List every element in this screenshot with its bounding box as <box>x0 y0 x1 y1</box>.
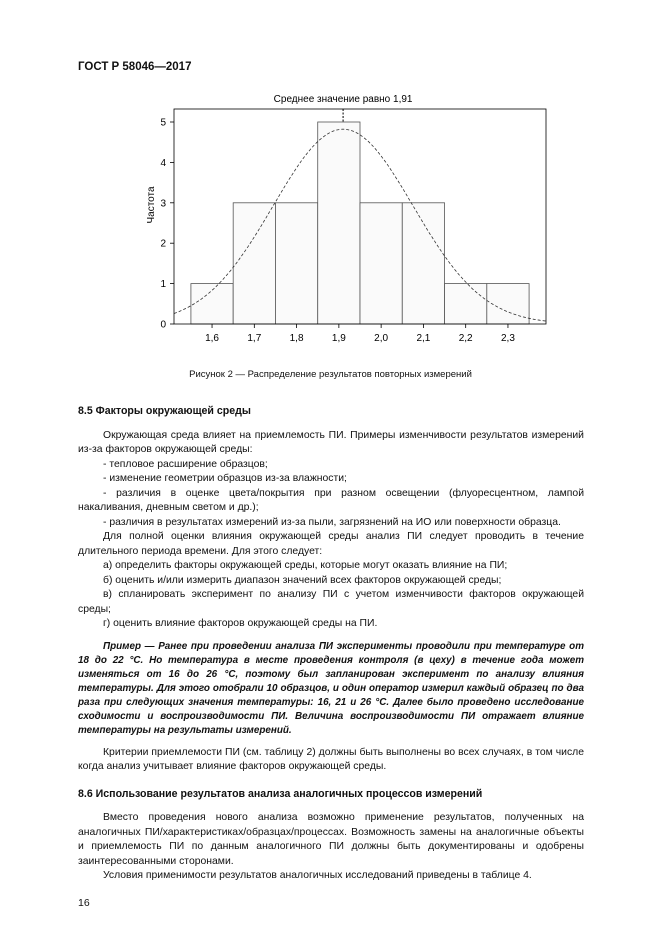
x-tick-label: 2,0 <box>374 333 389 344</box>
list-item: г) оценить влияние факторов окружающей среды на ПИ. <box>103 618 378 629</box>
y-tick-label: 3 <box>160 198 166 210</box>
histogram-chart <box>140 85 560 355</box>
x-tick-label: 1,6 <box>205 333 219 344</box>
histogram-bar <box>318 122 360 324</box>
example-note: Пример — Ранее при проведении анализа ПИ эксперименты проводили при температуре от 18 до 22 °С. Но температура в месте проведения контроля (в цеху) в течение года может изменяться от 16 до 26 °С, поэтому был запланирован эксперимент по анализу влияния температуры. Для этого отобрали 10 образцов, и один оператор измерил каждый образец по два раза при следующих значения температуры: 16, 21 и 26 °С. Далее было проведено исследование сходимости и воспроизводимости ПИ. Величина воспроизводимости ПИ отражает влияние температуры на результаты измерений. <box>78 640 584 736</box>
histogram-bar <box>360 203 402 324</box>
chart-title: Среднее значение равно 1,91 <box>273 94 413 105</box>
list-item: в) спланировать эксперимент по анализу ПИ с учетом изменчивости факторов окружающей среды; <box>78 589 584 615</box>
paragraph: Условия применимости результатов аналогичных исследований приведены в таблице 4. <box>103 870 532 881</box>
paragraph: Критерии приемлемости ПИ (см. таблицу 2) должны быть выполнены во всех случаях, в том числе когда анализ учитывает влияние факторов окружающей среды. <box>78 746 584 772</box>
x-tick-label: 2,3 <box>501 333 515 344</box>
list-item: а) определить факторы окружающей среды, которые могут оказать влияние на ПИ; <box>103 560 508 571</box>
list-item: - различия в результатах измерений из-за пыли, загрязнений на ИО или поверхности образца. <box>103 516 561 528</box>
list-item: - тепловое расширение образцов; <box>103 458 268 470</box>
figure-caption: Рисунок 2 — Распределение результатов повторных измерений <box>189 369 472 380</box>
document-header: ГОСТ Р 58046—2017 <box>78 61 192 73</box>
y-tick-label: 1 <box>160 279 166 291</box>
section-title: 8.6 Использование результатов анализа аналогичных процессов измерений <box>78 787 483 800</box>
histogram-bar <box>275 203 317 324</box>
section-title: 8.5 Факторы окружающей среды <box>78 405 251 417</box>
y-tick-label: 2 <box>160 238 166 250</box>
page-number: 16 <box>78 896 90 909</box>
list-item: - изменение геометрии образцов из-за влажности; <box>103 473 347 484</box>
section-8-5 <box>78 404 584 930</box>
list-item: б) оценить и/или измерить диапазон значений всех факторов окружающей среды; <box>103 574 502 586</box>
x-tick-label: 2,1 <box>416 333 431 344</box>
histogram-bar <box>191 284 233 324</box>
histogram-bar <box>487 284 529 324</box>
y-axis-label: Частота <box>146 186 157 224</box>
y-tick-label: 4 <box>160 157 166 169</box>
paragraph: Вместо проведения нового анализа возможно применение результатов, полученных на аналогичных ПИ/характеристиках/образцах/процессах. Возможность замены на аналогичные объекты и приемлемость ПИ по данным аналогичного ПИ должны быть документированы и одобрены заинтересованными сторонами. <box>78 812 584 867</box>
histogram-bar <box>445 284 487 324</box>
x-tick-label: 1,9 <box>331 333 346 344</box>
y-tick-label: 0 <box>160 319 166 331</box>
histogram-bar <box>233 203 275 324</box>
paragraph: Для полной оценки влияния окружающей среды анализ ПИ следует проводить в течение длительного периода времени. Для этого следует: <box>78 531 584 557</box>
x-tick-label: 2,2 <box>458 333 473 344</box>
list-item: - различия в оценке цвета/покрытия при разном освещении (флуоресцентном, лампой накаливания, дневным светом и др.); <box>78 487 584 513</box>
x-tick-label: 1,7 <box>247 333 262 344</box>
y-tick-label: 5 <box>160 117 166 129</box>
x-tick-label: 1,8 <box>289 333 304 344</box>
paragraph: Окружающая среда влияет на приемлемость ПИ. Примеры изменчивости результатов измерений из-за факторов окружающей среды: <box>78 429 584 455</box>
histogram-bar <box>402 203 444 324</box>
